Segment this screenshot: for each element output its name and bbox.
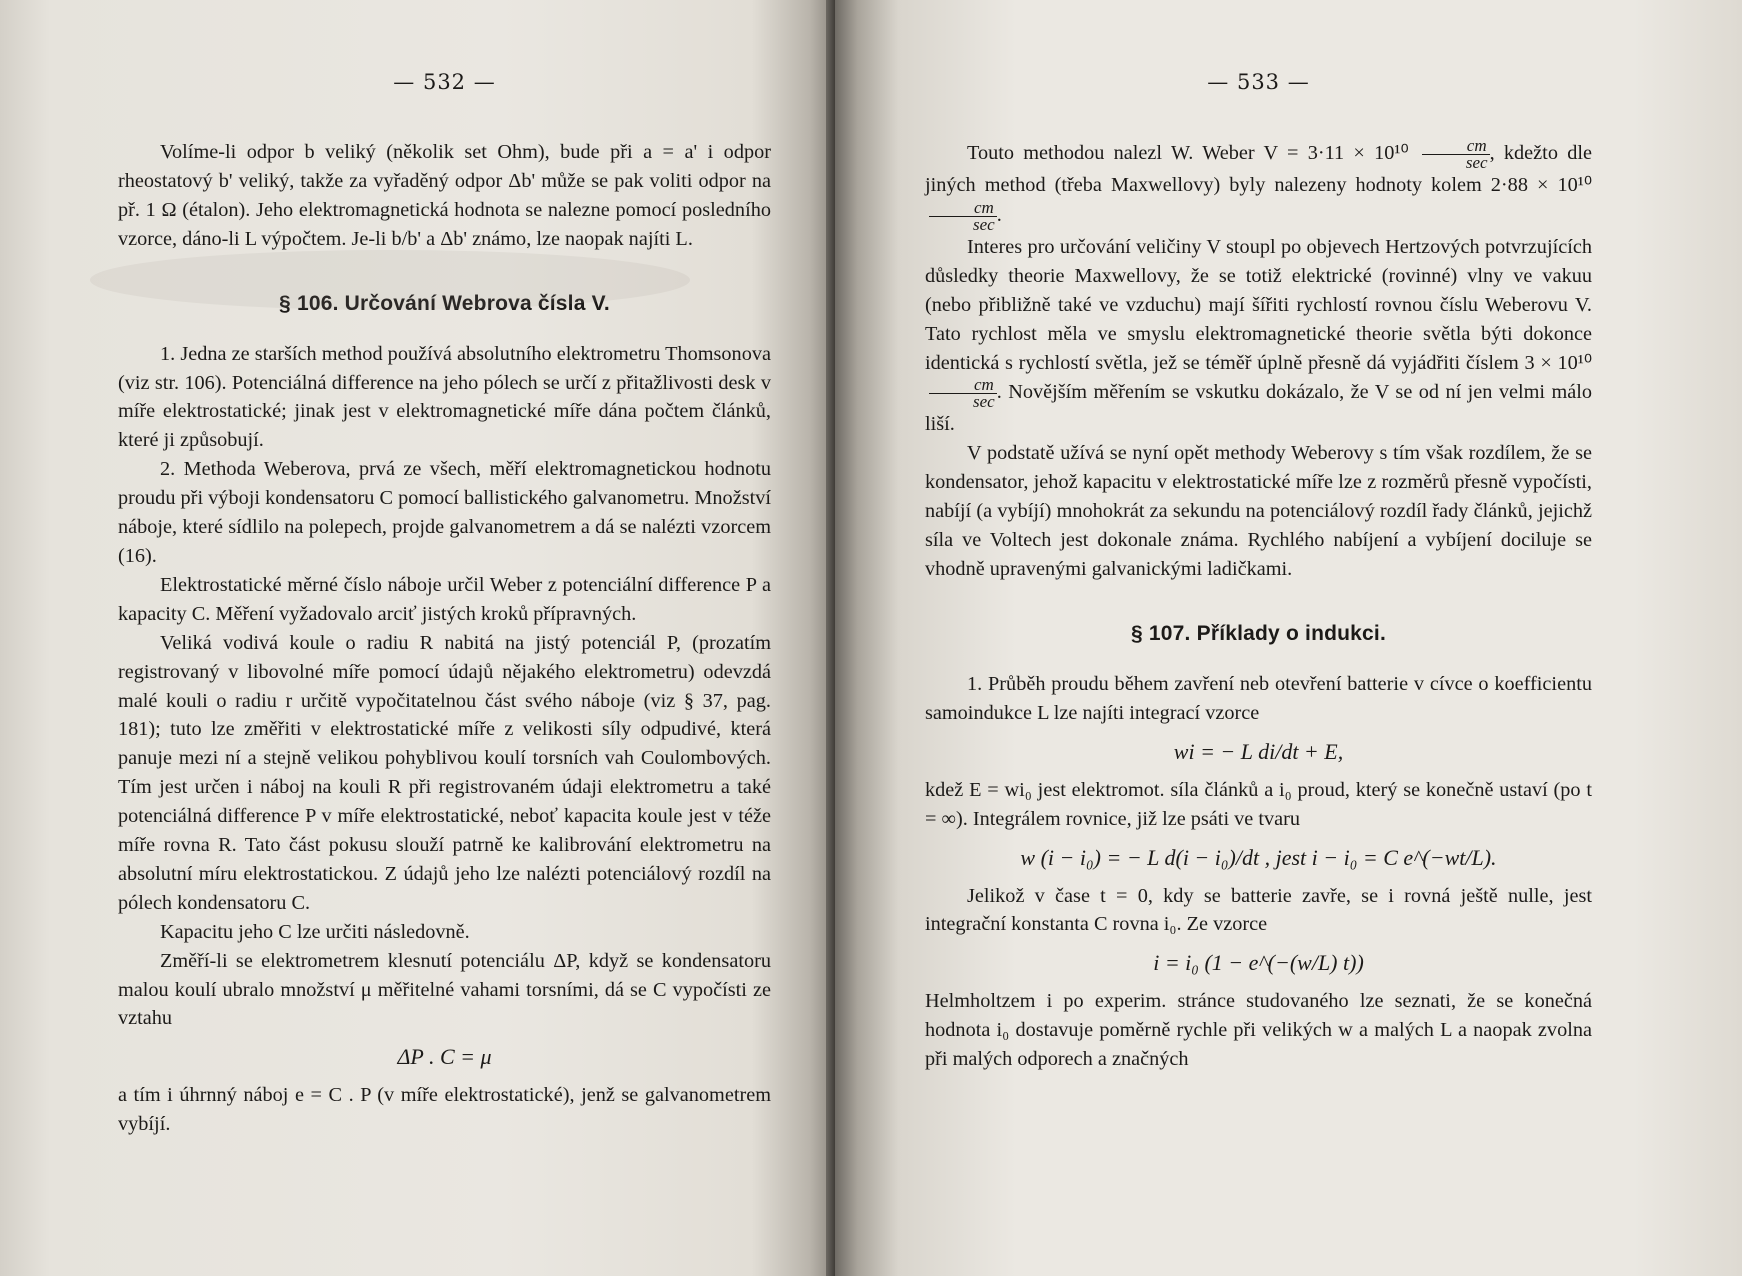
- page-number: — 533 —: [1207, 70, 1310, 94]
- paragraph: kdež E = wi₀ jest elektromot. síla článků a i₀ proud, který se konečně ustaví (po t = ∞). Integrálem rovnice, již lze psáti ve tvaru: [925, 778, 1592, 830]
- unit-fraction: [1422, 138, 1490, 171]
- section-heading: § 107. Příklady o indukci.: [1131, 621, 1386, 645]
- equation: ΔP . C = μ: [397, 1044, 492, 1070]
- equation: i = i₀ (1 − e^(−(w/L) t)): [1153, 950, 1364, 976]
- paragraph: 2. Methoda Weberova, prvá ze všech, měří elektromagnetickou hodnotu proudu při výboji kondensatoru C pomocí ballistického galvanometru. Množství náboje, které sídlilo na polepech, projde galvanometrem a dá se nalézti vzorcem (16).: [118, 458, 771, 567]
- unit-numerator: cm: [1422, 138, 1490, 155]
- paragraph: Jelikož v čase t = 0, kdy se batterie zavře, se i rovná ještě nulle, jest integrační konstanta C rovna i₀. Ze vzorce: [925, 884, 1592, 936]
- paragraph: Kapacitu jeho C lze určiti následovně.: [160, 920, 470, 943]
- section-heading: § 106. Určování Webrova čísla V.: [279, 291, 610, 315]
- unit-denominator: sec: [973, 214, 995, 234]
- unit-numerator: cm: [929, 200, 997, 217]
- paragraph: a tím i úhrnný náboj e = C . P (v míře elektrostatické), jenž se galvanometrem vybíjí.: [118, 1084, 771, 1136]
- left-page: [0, 0, 835, 1276]
- text-run: . Novějším měřením se vskutku dokázalo, že V se od ní jen velmi málo liší.: [925, 381, 1592, 436]
- unit-fraction: [929, 197, 997, 234]
- text-run: , kdežto dle jiných method (třeba Maxwellovy) byly nalezeny hodnoty kolem 2·88 × 10¹⁰: [925, 142, 1592, 196]
- paragraph: Elektrostatické měrné číslo náboje určil Weber z potenciální difference P a kapacity C. Měření vyžadovalo arciť jistých kroků přípravných.: [118, 573, 771, 625]
- unit-denominator: sec: [973, 392, 995, 412]
- show-through-smudge: [90, 250, 690, 310]
- unit-fraction: [929, 377, 997, 410]
- equation: w (i − i₀) = − L d(i − i₀)/dt , jest i − i₀ = C e^(−wt/L).: [1020, 844, 1497, 870]
- unit-denominator: sec: [1465, 153, 1488, 172]
- paragraph: 1. Průběh proudu během zavření neb otevření batterie v cívce o koefficientu samoindukce L lze najíti integrací vzorce: [925, 672, 1592, 724]
- page-number: — 532 —: [393, 70, 496, 94]
- paragraph: Helmholtzem i po experim. stránce studovaného lze seznati, že se konečná hodnota i₀ dostavuje poměrně rychle při velikých w a malých L a naopak zvolna při malých odporech a značných: [925, 990, 1592, 1071]
- right-page: [835, 0, 1742, 1276]
- text-run: Interes pro určování veličiny V stoupl po objevech Hertzových potvrzujících důsledky theorie Maxwellovy, že se totiž elektrické (rovinné) vlny ve vakuu (nebo přibližně také ve vzduchu) mají šířiti rychlostí rovnou číslu Weberovu V. Tato rychlost měla ve smyslu elektromagnetické theorie světla býti dokonce identická s rychlostí světla, jež se téměř úplně přesně dá vyjádřiti číslem 3 × 10¹⁰: [925, 235, 1592, 374]
- paragraph: [925, 233, 1592, 439]
- paragraph: Veliká vodivá koule o radiu R nabitá na jistý potenciál P, (prozatím registrovaný v libovolné míře pomocí údajů nějakého elektrometru) odevzdá malé kouli o radiu r určitě vypočitatelnou část svého náboje (viz § 37, pag. 181); tuto lze změřiti v elektrostatické míře z velikosti síly odpudivé, která panuje mezi ní a stejně velikou pohyblivou koulí torsních vah Coulombových. Tím jest určen i náboj na kouli R při registrovaném údaji elektrometru a také potenciálná difference P v míře elektrostatické, neboť kapacita koule jest v téže míře rovna R. Tato část pokusu slouží patrně ke kalibrování elektrometru na absolutní míru elektrostatickou. Z údajů jeho lze nalézti potenciálový rozdíl na pólech kondensatoru C.: [118, 631, 771, 914]
- paragraph: Volíme-li odpor b veliký (několik set Ohm), bude při a = a' i odpor rheostatový b' veliký, takže za vyřaděný odpor Δb' může se pak voliti odpor na př. 1 Ω (étalon). Jeho elektromagnetická hodnota se nalezne pomocí posledního vzorce, dáno-li L výpočtem. Je-li b/b' a Δb' známo, lze naopak najíti L.: [118, 141, 771, 250]
- unit-numerator: cm: [929, 377, 997, 394]
- paragraph: Změří-li se elektrometrem klesnutí potenciálu ΔP, když se kondensatoru malou koulí ubralo množství μ měřitelné vahami torsními, dá se C vypočísti ze vztahu: [118, 949, 771, 1030]
- text-run: Touto methodou nalezl W. Weber V = 3·11 × 10¹⁰: [967, 142, 1409, 165]
- equation: wi = − L di/dt + E,: [1173, 738, 1344, 764]
- paragraph: V podstatě užívá se nyní opět methody Weberovy s tím však rozdílem, že se kondensator, jehož kapacitu v elektrostatické míře lze z rozměrů přesně vypočísti, nabíjí (a vybíjí) mnohokrát za sekundu na potenciálový rozdíl řady článků, jejichž síla ve Voltech jest dokonale známa. Rychlého nabíjení a vybíjení dociluje se vhodně upravenými galvanickými ladičkami.: [925, 442, 1592, 580]
- paragraph: 1. Jedna ze starších method používá absolutního elektrometru Thomsonova (viz str. 106). Potenciálná difference na jeho pólech se určí z přitažlivosti desk v míře elektrostatické; jinak jest v elektromagnetické míře dána počtem článků, které ji způsobují.: [118, 342, 771, 452]
- paragraph: Touto methodou nalezl W. Weber V = 3·11 × 10¹⁰ $\frac{cm}{\sec}$ , kdežto dle jiných method (třeba Maxwellovy) byly nalezeny hodnoty kolem 2·88 × 10¹⁰ $\frac{cm}{\sec}$ .: [925, 136, 1592, 234]
